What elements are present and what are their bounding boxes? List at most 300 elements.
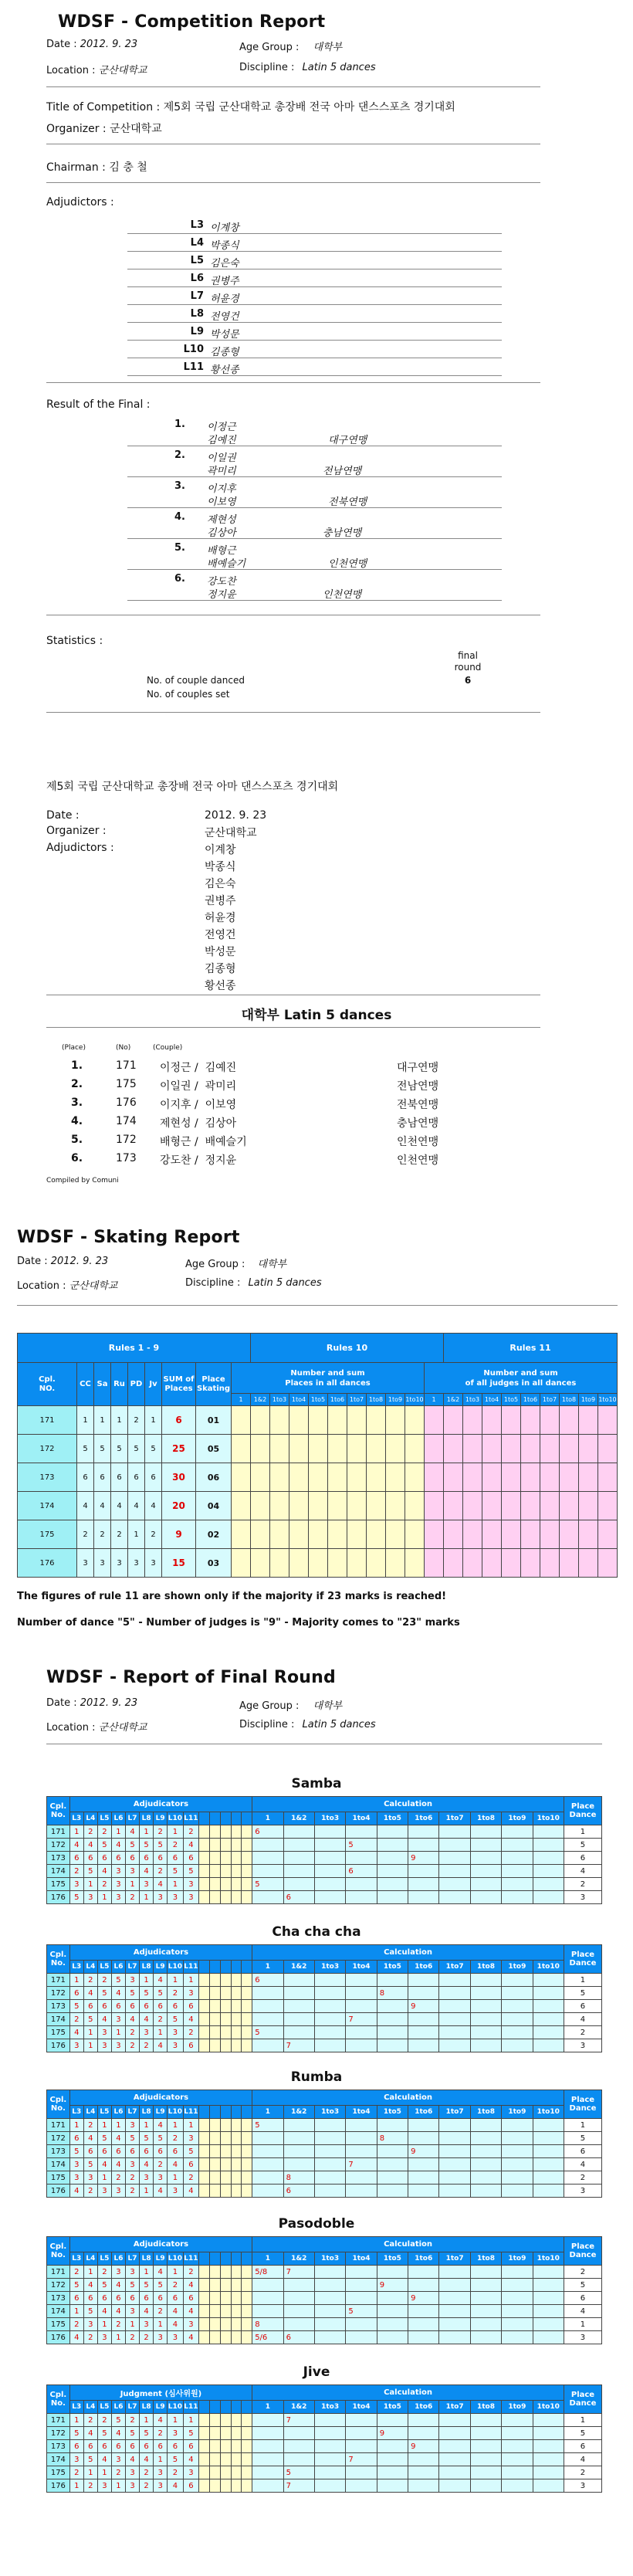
- calc-column-header: 1: [425, 1394, 444, 1406]
- cpl-line-2: No.: [50, 1959, 66, 1968]
- result-underline: [127, 476, 502, 477]
- stats-col-header: final round: [454, 650, 482, 673]
- dance-title-samba: Samba: [291, 1776, 342, 1791]
- judge-mark: 6: [126, 2000, 140, 2013]
- summary-organizer: 군산대학교: [205, 827, 257, 839]
- judge-mark: 4: [168, 2305, 183, 2318]
- empty-mark: [242, 2026, 252, 2039]
- couple-number: 176: [47, 2479, 70, 2493]
- summary-couple: 제현성 / 김상아: [160, 1117, 237, 1130]
- empty-mark: [220, 2279, 231, 2292]
- calc-cell: [502, 2331, 533, 2344]
- judge-code-header: L9: [154, 1812, 168, 1825]
- calc-cell: [533, 2266, 564, 2279]
- rule11-cell: [444, 1435, 463, 1463]
- summary-date-label: Date :: [46, 809, 80, 822]
- dance-place: 1: [111, 1406, 128, 1435]
- result-club: 인천연맹: [323, 589, 362, 601]
- judge-mark: 5: [111, 1974, 125, 1987]
- couple-number: 172: [47, 1839, 70, 1852]
- rule10-cell: [270, 1463, 289, 1492]
- empty-mark: [242, 1865, 252, 1878]
- couple-number: 176: [18, 1549, 77, 1578]
- judge-mark: 3: [69, 2453, 83, 2466]
- calc-cell: [346, 1974, 377, 1987]
- calc-cell: [252, 2305, 283, 2318]
- empty-judge-header: [209, 2106, 220, 2119]
- judge-mark: 5: [154, 2279, 168, 2292]
- couple-number: 172: [18, 1435, 77, 1463]
- rule10-cell: [251, 1463, 270, 1492]
- empty-mark: [199, 2318, 210, 2331]
- judge-mark: 2: [97, 1878, 111, 1891]
- judge-mark: 3: [97, 2039, 111, 2052]
- judge-mark: 4: [83, 2427, 97, 2440]
- calc-cell: [502, 2000, 533, 2013]
- judge-mark: 6: [83, 2440, 97, 2453]
- rule11-cell: [521, 1435, 540, 1463]
- calc-cell: 8: [252, 2318, 283, 2331]
- calc-cell: [502, 2414, 533, 2427]
- calc-cell: [470, 2331, 501, 2344]
- rule11-cell: [521, 1463, 540, 1492]
- judge-mark: 2: [183, 1825, 198, 1839]
- sum-of-places-header: [162, 1363, 196, 1406]
- empty-mark: [209, 2318, 220, 2331]
- empty-mark: [220, 1825, 231, 1839]
- judge-mark: 2: [168, 2132, 183, 2145]
- empty-mark: [199, 2158, 210, 2171]
- calc-cell: [252, 2185, 283, 2198]
- skating-location-line: Location : 군산대학교: [17, 1280, 118, 1292]
- calc-cell: [346, 2119, 377, 2132]
- judge-mark: 4: [111, 2427, 125, 2440]
- empty-mark: [231, 1852, 242, 1865]
- date-line: Date : 2012. 9. 23: [46, 39, 138, 50]
- calc-cell: [533, 1891, 564, 1904]
- calc-cell: 9: [408, 2000, 439, 2013]
- calc-cell: [314, 2039, 345, 2052]
- calc-cell: [377, 2119, 408, 2132]
- final-date-line: Date : 2012. 9. 23: [46, 1697, 138, 1709]
- empty-mark: [242, 2414, 252, 2427]
- judge-mark: 1: [140, 2185, 154, 2198]
- place-dance: 2: [564, 1878, 601, 1891]
- rule11-cell: [579, 1435, 598, 1463]
- place-dance-header: [564, 1797, 601, 1825]
- judge-mark: 1: [126, 1878, 140, 1891]
- skating-report-title: WDSF - Skating Report: [17, 1228, 240, 1247]
- judge-mark: 3: [69, 2171, 83, 2185]
- dance-place: 4: [77, 1492, 94, 1520]
- judge-code-header: L6: [111, 2401, 125, 2414]
- sum-header-line-2: Places: [164, 1384, 193, 1393]
- calc-cell: [533, 1825, 564, 1839]
- judge-code-header: L4: [83, 1961, 97, 1974]
- judge-code-header: L9: [154, 2106, 168, 2119]
- judge-code-header: L3: [69, 1812, 83, 1825]
- judge-mark: 5: [69, 2427, 83, 2440]
- judge-mark: 5: [97, 1839, 111, 1852]
- calc-cell: [470, 2132, 501, 2145]
- summary-adjudicator-name: 박성문: [205, 946, 236, 958]
- calc-cell: [314, 2427, 345, 2440]
- judge-mark: 4: [69, 2026, 83, 2039]
- empty-mark: [209, 1839, 220, 1852]
- judge-mark: 6: [154, 2292, 168, 2305]
- rule10-cell: [289, 1492, 309, 1520]
- place-skating: 01: [196, 1406, 232, 1435]
- empty-mark: [220, 2266, 231, 2279]
- calc-cell: [346, 2292, 377, 2305]
- calc-cell: [502, 1852, 533, 1865]
- calc-cell: [377, 2331, 408, 2344]
- calc-cell: [470, 1891, 501, 1904]
- judge-mark: 2: [83, 2414, 97, 2427]
- summary-number: 174: [116, 1115, 137, 1127]
- judge-mark: 2: [154, 1825, 168, 1839]
- rule11-cell: [425, 1492, 444, 1520]
- summary-adjudicator-name: 전영건: [205, 929, 236, 941]
- judge-mark: 1: [140, 1974, 154, 1987]
- calc-column-header: 1&2: [283, 2401, 314, 2414]
- calc-cell: [408, 2427, 439, 2440]
- calc-cell: [533, 2000, 564, 2013]
- calc-cell: [346, 2145, 377, 2158]
- rule10-cell: [328, 1463, 347, 1492]
- calc-cell: [439, 2427, 470, 2440]
- calc-cell: [408, 2266, 439, 2279]
- calc-cell: [470, 1839, 501, 1852]
- couples-set-label: No. of couples set: [147, 689, 230, 700]
- rule10-cell: [367, 1492, 386, 1520]
- adjudicator-underline: [127, 233, 502, 234]
- calc-cell: [502, 1891, 533, 1904]
- calc-cell: [377, 2145, 408, 2158]
- judge-mark: 6: [126, 2440, 140, 2453]
- empty-mark: [242, 2185, 252, 2198]
- rule10-cell: [251, 1406, 270, 1435]
- rule10-cell: [309, 1520, 328, 1549]
- calc-cell: [346, 2000, 377, 2013]
- calc-column-header: 1to9: [502, 2252, 533, 2266]
- calc-column-header: 1to8: [470, 2401, 501, 2414]
- judge-mark: 3: [154, 2331, 168, 2344]
- summary-number: 171: [116, 1059, 137, 1072]
- calc-cell: [408, 2013, 439, 2026]
- judge-mark: 1: [83, 2026, 97, 2039]
- empty-mark: [242, 2039, 252, 2052]
- rule11-cell: [463, 1549, 482, 1578]
- judge-mark: 2: [140, 2466, 154, 2479]
- calc-cell: [314, 1825, 345, 1839]
- judge-mark: 1: [126, 2318, 140, 2331]
- empty-mark: [199, 1825, 210, 1839]
- calc-column-header: 1to7: [347, 1394, 367, 1406]
- empty-mark: [220, 1974, 231, 1987]
- summary-place: 4.: [71, 1115, 83, 1127]
- location-line: Location : 군산대학교: [46, 65, 147, 76]
- judge-mark: 5: [69, 2279, 83, 2292]
- adjudicators-label: Adjudictors :: [46, 196, 114, 208]
- empty-mark: [242, 1987, 252, 2000]
- place-dance: 1: [564, 2119, 601, 2132]
- summary-couple: 강도찬 / 정지윤: [160, 1154, 237, 1167]
- compiled-by: Compiled by Comuni: [46, 1177, 119, 1185]
- calculation-header: Calculation: [252, 2090, 564, 2106]
- judge-code-header: L11: [183, 2401, 198, 2414]
- couples-danced-value: 6: [464, 675, 472, 686]
- age-group-line: Age Group : 대학부: [239, 42, 343, 53]
- rule11-cell: [502, 1435, 521, 1463]
- judge-mark: 1: [183, 2119, 198, 2132]
- empty-judge-header: [231, 2106, 242, 2119]
- empty-mark: [231, 2427, 242, 2440]
- judge-mark: 1: [111, 2479, 125, 2493]
- calc-column-header: 1to7: [439, 1812, 470, 1825]
- calc-column-header: 1to10: [405, 1394, 425, 1406]
- calc-cell: 7: [346, 2013, 377, 2026]
- summary-adjudicator-name: 김은숙: [205, 878, 236, 890]
- calc-column-header: 1to5: [377, 2106, 408, 2119]
- dance-place: 3: [145, 1549, 162, 1578]
- calc-cell: [346, 2318, 377, 2331]
- calc-column-header: 1to6: [408, 2401, 439, 2414]
- judge-code-header: L5: [97, 2252, 111, 2266]
- judge-mark: 4: [183, 2331, 198, 2344]
- judge-mark: 4: [154, 2414, 168, 2427]
- summary-number: 172: [116, 1134, 137, 1146]
- judge-mark: 5: [83, 2158, 97, 2171]
- judge-mark: 2: [168, 2279, 183, 2292]
- calc-column-header: 1to5: [377, 2401, 408, 2414]
- calc-cell: [408, 2453, 439, 2466]
- calc-cell: 9: [377, 2279, 408, 2292]
- rules-10-header: Rules 10: [251, 1334, 444, 1363]
- calc-cell: [470, 2145, 501, 2158]
- dance-place: 6: [145, 1463, 162, 1492]
- couple-number: 173: [47, 2000, 70, 2013]
- calc-cell: [470, 1825, 501, 1839]
- calc-cell: [252, 2292, 283, 2305]
- judge-mark: 4: [168, 2479, 183, 2493]
- calc-cell: [408, 1974, 439, 1987]
- place-dance: 5: [564, 2279, 601, 2292]
- calc-cell: [377, 2318, 408, 2331]
- calc-cell: [377, 2440, 408, 2453]
- judge-code-header: L7: [126, 2252, 140, 2266]
- empty-mark: [199, 1839, 210, 1852]
- adjudicator-underline: [127, 286, 502, 287]
- judge-mark: 6: [97, 2292, 111, 2305]
- empty-mark: [199, 2292, 210, 2305]
- judge-mark: 2: [126, 1891, 140, 1904]
- calc-cell: [470, 2427, 501, 2440]
- dance-place: 6: [94, 1463, 111, 1492]
- judge-mark: 2: [69, 2466, 83, 2479]
- calc-cell: [252, 1852, 283, 1865]
- calc-cell: [283, 1852, 314, 1865]
- dance-place: 5: [94, 1435, 111, 1463]
- rule10-cell: [251, 1549, 270, 1578]
- calc-cell: 9: [408, 2145, 439, 2158]
- adjudicator-code: L9: [190, 326, 204, 337]
- rule10-cell: [367, 1549, 386, 1578]
- empty-judge-header: [220, 1961, 231, 1974]
- calc-cell: [408, 1839, 439, 1852]
- empty-judge-header: [231, 2401, 242, 2414]
- empty-judge-header: [220, 2252, 231, 2266]
- calc-cell: [502, 1974, 533, 1987]
- place-dance: 3: [564, 2039, 601, 2052]
- couple-number: 176: [47, 2331, 70, 2344]
- judge-mark: 4: [83, 1839, 97, 1852]
- calc-cell: [314, 2466, 345, 2479]
- calc-cell: [346, 2132, 377, 2145]
- judge-mark: 4: [69, 1839, 83, 1852]
- empty-mark: [231, 2119, 242, 2132]
- calc-cell: [502, 2466, 533, 2479]
- calc-cell: [439, 2292, 470, 2305]
- final-location-line: Location : 군산대학교: [46, 1722, 147, 1734]
- summary-number: 176: [116, 1096, 137, 1109]
- judge-code-header: L7: [126, 2401, 140, 2414]
- calc-cell: [346, 2331, 377, 2344]
- calc-cell: [502, 2305, 533, 2318]
- judge-mark: 6: [69, 1852, 83, 1865]
- place-dance: 4: [564, 2013, 601, 2026]
- result-club: 전남연맹: [323, 466, 362, 477]
- judge-code-header: L5: [97, 1961, 111, 1974]
- skating-date-line: Date : 2012. 9. 23: [17, 1256, 109, 1267]
- judge-mark: 1: [69, 2414, 83, 2427]
- judge-mark: 4: [140, 1865, 154, 1878]
- empty-mark: [199, 2145, 210, 2158]
- empty-mark: [199, 2466, 210, 2479]
- rule10-cell: [232, 1406, 251, 1435]
- judge-mark: 2: [83, 2479, 97, 2493]
- judge-mark: 1: [140, 1825, 154, 1839]
- judge-mark: 4: [140, 2013, 154, 2026]
- judge-mark: 4: [83, 1987, 97, 2000]
- judge-mark: 1: [168, 1825, 183, 1839]
- calc-cell: [252, 1891, 283, 1904]
- judge-mark: 6: [111, 2145, 125, 2158]
- skating-age-line: Age Group : 대학부: [185, 1259, 287, 1270]
- judge-mark: 3: [154, 2479, 168, 2493]
- empty-mark: [220, 1987, 231, 2000]
- empty-mark: [209, 2453, 220, 2466]
- calc-cell: [502, 2039, 533, 2052]
- empty-mark: [220, 2132, 231, 2145]
- empty-mark: [220, 1865, 231, 1878]
- calc-cell: [314, 1891, 345, 1904]
- judge-mark: 5: [83, 2305, 97, 2318]
- calc-cell: 9: [408, 2292, 439, 2305]
- judge-mark: 2: [154, 2158, 168, 2171]
- summary-club: 인천연맹: [397, 1154, 439, 1167]
- place-skating: 06: [196, 1463, 232, 1492]
- calc-cell: [439, 2000, 470, 2013]
- judge-code-header: L5: [97, 1812, 111, 1825]
- judge-mark: 4: [154, 2119, 168, 2132]
- rule10-cell: [309, 1435, 328, 1463]
- empty-mark: [231, 2266, 242, 2279]
- judge-mark: 2: [140, 2331, 154, 2344]
- place-dance: 4: [564, 2158, 601, 2171]
- calc-cell: 9: [377, 2427, 408, 2440]
- summary-place: 1.: [71, 1059, 83, 1072]
- empty-mark: [242, 2000, 252, 2013]
- dance-place: 4: [111, 1492, 128, 1520]
- adjudicator-name: 김은숙: [210, 258, 239, 269]
- calc-cell: [502, 1865, 533, 1878]
- empty-mark: [209, 2292, 220, 2305]
- calc-column-header: 1to4: [346, 1961, 377, 1974]
- judge-mark: 6: [83, 1852, 97, 1865]
- judge-mark: 1: [69, 1974, 83, 1987]
- judge-mark: 4: [97, 2013, 111, 2026]
- empty-mark: [220, 2440, 231, 2453]
- rule10-cell: [251, 1520, 270, 1549]
- calc-cell: [533, 2145, 564, 2158]
- calc-cell: [502, 2171, 533, 2185]
- judge-mark: 6: [140, 1852, 154, 1865]
- summary-couple: 이정근 / 김예진: [160, 1062, 237, 1074]
- calc-cell: [346, 2185, 377, 2198]
- empty-judge-header: [242, 1812, 252, 1825]
- calc-cell: [377, 2479, 408, 2493]
- rule11-cell: [444, 1549, 463, 1578]
- calc-column-header: 1to8: [470, 2252, 501, 2266]
- judge-mark: 6: [83, 2000, 97, 2013]
- rule10-cell: [232, 1549, 251, 1578]
- calc-cell: [314, 2158, 345, 2171]
- empty-judge-header: [242, 2106, 252, 2119]
- calc-cell: [346, 2440, 377, 2453]
- rule10-cell: [347, 1549, 367, 1578]
- judge-mark: 2: [111, 2171, 125, 2185]
- judge-mark: 3: [126, 2266, 140, 2279]
- rules-11-header: Rules 11: [444, 1334, 618, 1363]
- empty-mark: [220, 2414, 231, 2427]
- place-line-2: Dance: [569, 1959, 597, 1968]
- empty-mark: [242, 2292, 252, 2305]
- couple-number: 173: [47, 2145, 70, 2158]
- calc-cell: [314, 2331, 345, 2344]
- judge-mark: 5: [126, 2279, 140, 2292]
- calc-cell: [252, 2453, 283, 2466]
- judge-mark: 2: [126, 2039, 140, 2052]
- empty-mark: [220, 2013, 231, 2026]
- empty-mark: [209, 2305, 220, 2318]
- calc-cell: [470, 2318, 501, 2331]
- empty-mark: [199, 2414, 210, 2427]
- dance-place: 5: [111, 1435, 128, 1463]
- empty-mark: [231, 2453, 242, 2466]
- place-skating: 04: [196, 1492, 232, 1520]
- empty-mark: [220, 1891, 231, 1904]
- adjudicator-code: L6: [190, 273, 204, 284]
- empty-mark: [220, 1878, 231, 1891]
- judge-mark: 3: [69, 2158, 83, 2171]
- empty-mark: [199, 2039, 210, 2052]
- place-dance: 3: [564, 1891, 601, 1904]
- place-dance-header: [564, 2237, 601, 2266]
- empty-mark: [242, 2318, 252, 2331]
- calc-column-header: 1to9: [502, 2106, 533, 2119]
- dance-place: 2: [128, 1406, 145, 1435]
